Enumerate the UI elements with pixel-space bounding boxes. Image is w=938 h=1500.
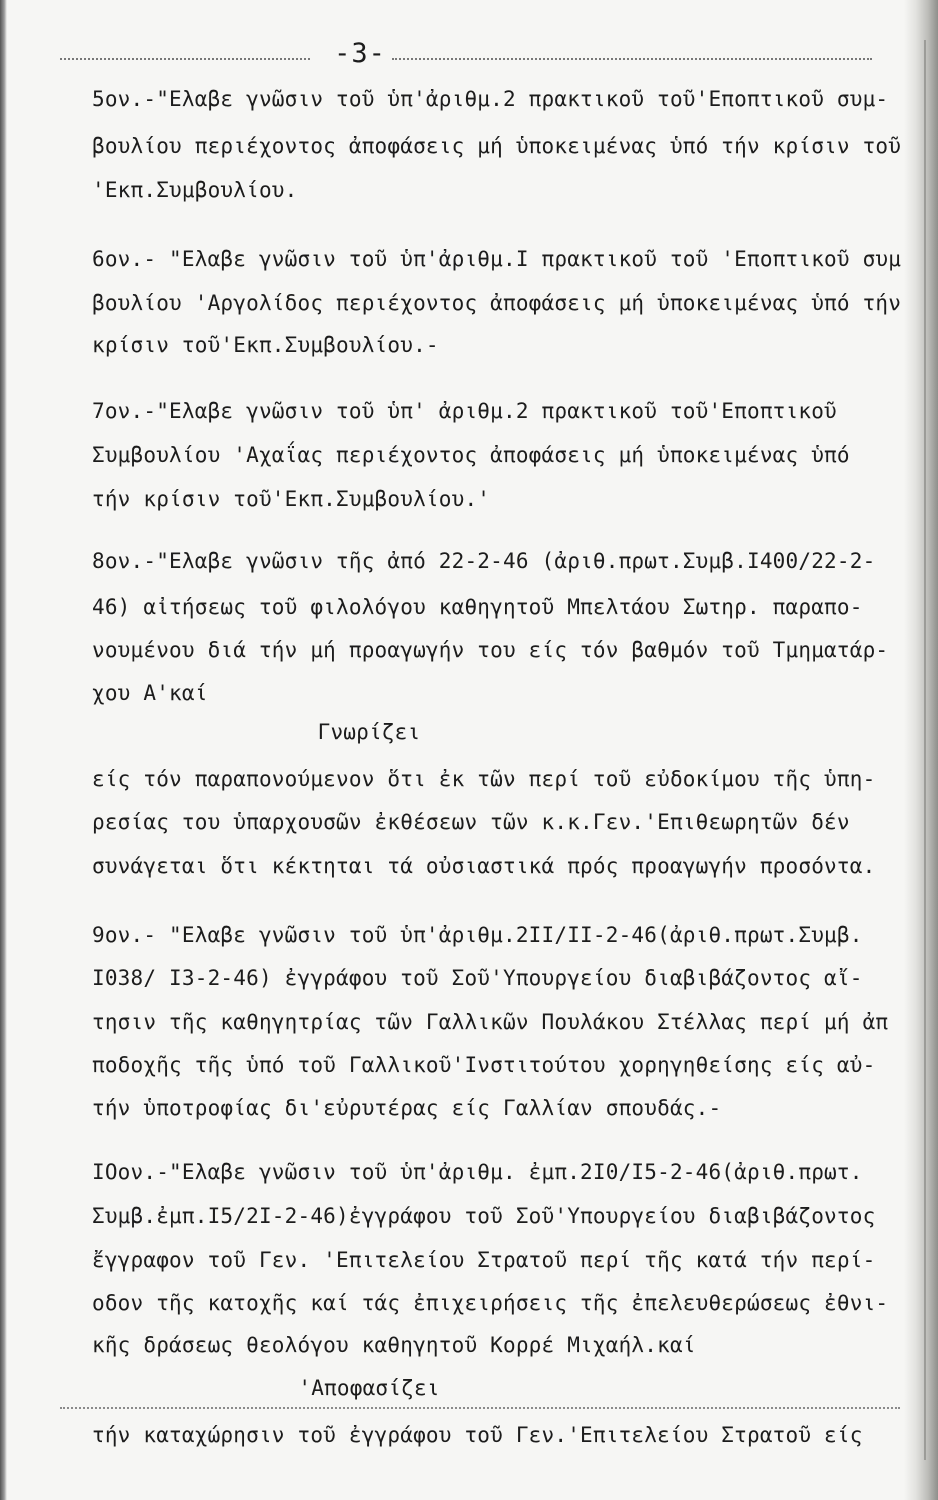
text-line: ποδοχῆς τῆς ὑπό τοῦ Γαλλικοῦ'Ινστιτούτου χορηγηθείσης είς αὐ- [92,1053,876,1077]
text-line: οδον τῆς κατοχῆς καί τάς ἐπιχειρήσεις τῆς ἐπελευθερώσεως ἐθνι- [92,1291,889,1315]
text-line: τησιν τῆς καθηγητρίας τῶν Γαλλικῶν Πουλάκου Στέλλας περί μή ἀπ [92,1010,889,1034]
text-line: 7ον.-"Ελαβε γνῶσιν τοῦ ὑπ' ἀριθμ.2 πρακτικοῦ τοῦ'Εποπτικοῦ [92,399,837,423]
text-line: 9ον.- "Ελαβε γνῶσιν τοῦ ὑπ'ἀριθμ.2ΙΙ/ΙΙ-2-46(ἀριθ.πρωτ.Συμβ. [92,923,863,947]
text-line: τήν ὑποτροφίας δι'εὐρυτέρας είς Γαλλίαν σπουδάς.- [92,1096,722,1120]
text-line: 5ον.-"Ελαβε γνῶσιν τοῦ ὑπ'ἀριθμ.2 πρακτικοῦ τοῦ'Εποπτικοῦ συμ- [92,87,889,111]
text-line: 'Εκπ.Συμβουλίου. [92,178,298,202]
text-line: κῆς δράσεως θεολόγου καθηγητοῦ Κορρέ Μιχαήλ.καί [92,1333,696,1357]
page-number: -3- [334,38,386,69]
scan-shadow-left [0,0,7,1500]
text-line: τήν καταχώρησιν τοῦ ἐγγράφου τοῦ Γεν.'Επιτελείου Στρατοῦ είς [92,1423,863,1447]
text-line: ρεσίας του ὑπαρχουσῶν ἐκθέσεων τῶν κ.κ.Γεν.'Επιθεωρητῶν δέν [92,810,850,834]
text-line: νουμένου διά τήν μή προαγωγήν του είς τόν βαθμόν τοῦ Τμηματάρ- [92,638,889,662]
text-line: χου Α'καί [92,681,208,705]
header-dotted-rule-left [60,58,310,60]
text-line: Συμβουλίου 'Αχαΐας περιέχοντος ἀποφάσεις μή ὑποκειμένας ὑπό [92,443,850,467]
text-line: συνάγεται ὅτι κέκτηται τά οὐσιαστικά πρός προαγωγήν προσόντα. [92,854,876,878]
text-line: κρίσιν τοῦ'Εκπ.Συμβουλίου.- [92,333,439,357]
section-heading: 'Αποφασίζει [298,1376,440,1400]
text-line: είς τόν παραπονούμενον ὅτι ἐκ τῶν περί τοῦ εὐδοκίμου τῆς ὑπη- [92,767,876,791]
text-line: Ι038/ Ι3-2-46) ἐγγράφου τοῦ Σοῦ'Υπουργείου διαβιβάζοντος αἴ- [92,966,863,990]
text-line: Συμβ.ἐμπ.Ι5/2Ι-2-46)ἐγγράφου τοῦ Σοῦ'Υπουργείου διαβιβάζοντος [92,1204,876,1228]
binding-line [924,40,926,1460]
text-line: βουλίου περιέχοντος ἀποφάσεις μή ὑποκειμένας ὑπό τήν κρίσιν τοῦ [92,134,902,158]
text-line: 46) αἰτήσεως τοῦ φιλολόγου καθηγητοῦ Μπελτάου Σωτηρ. παραπο- [92,595,863,619]
typed-dotted-rule [60,1407,900,1409]
text-line: 8ον.-"Ελαβε γνῶσιν τῆς ἀπό 22-2-46 (ἀριθ.πρωτ.Συμβ.Ι400/22-2- [92,549,876,573]
text-line: ΙΟον.-"Ελαβε γνῶσιν τοῦ ὑπ'ἀριθμ. ἐμπ.2Ι0/Ι5-2-46(ἀριθ.πρωτ. [92,1160,863,1184]
text-line: τήν κρίσιν τοῦ'Εκπ.Συμβουλίου.' [92,487,491,511]
header-dotted-rule-right [392,58,872,60]
text-line: βουλίου 'Αργολίδος περιέχοντος ἀποφάσεις μή ὑποκειμένας ὑπό τήν [92,291,902,315]
section-heading: Γνωρίζει [317,720,421,744]
text-line: 6ον.- "Ελαβε γνῶσιν τοῦ ὑπ'ἀριθμ.Ι πρακτικοῦ τοῦ 'Εποπτικοῦ συμ [92,247,902,271]
text-line: ἔγγραφον τοῦ Γεν. 'Επιτελείου Στρατοῦ περί τῆς κατά τήν περί- [92,1248,876,1272]
scan-binding-edge [904,0,938,1500]
